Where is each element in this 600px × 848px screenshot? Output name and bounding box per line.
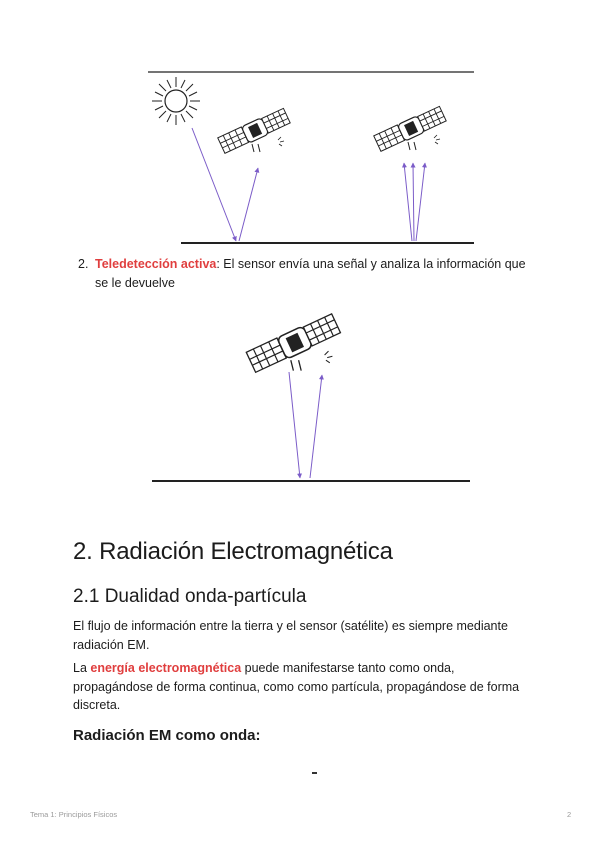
list-number: 2. bbox=[78, 257, 89, 271]
paragraph-energy-pre: La bbox=[73, 661, 91, 675]
term-active-sensing: Teledetección activa bbox=[95, 257, 217, 271]
list-description: : El sensor envía una señal y analiza la información que se le devuelve bbox=[95, 257, 526, 290]
paragraph-energy bbox=[73, 659, 533, 715]
wave-heading: Radiación EM como onda: bbox=[73, 727, 261, 744]
term-em-energy: energía electromagnética bbox=[90, 661, 242, 675]
satellite-icon bbox=[246, 313, 341, 374]
returned-ray bbox=[310, 375, 322, 478]
emitted-ray bbox=[289, 372, 300, 478]
paragraph-energy-post: puede manifestarse tanto como onda, propagándose de forma continua, como como partícula, propagándose de forma discreta. bbox=[73, 661, 520, 712]
figure-fragment-mark bbox=[312, 772, 317, 774]
page-number: 2 bbox=[567, 810, 572, 819]
section-title: 2. Radiación Electromagnética bbox=[73, 538, 393, 565]
paragraph-flux: El flujo de información entre la tierra y el sensor (satélite) es siempre mediante radiación EM. bbox=[73, 619, 508, 652]
subsection-title: 2.1 Dualidad onda-partícula bbox=[73, 586, 307, 607]
footer-title: Tema 1: Principios Físicos bbox=[30, 810, 118, 819]
